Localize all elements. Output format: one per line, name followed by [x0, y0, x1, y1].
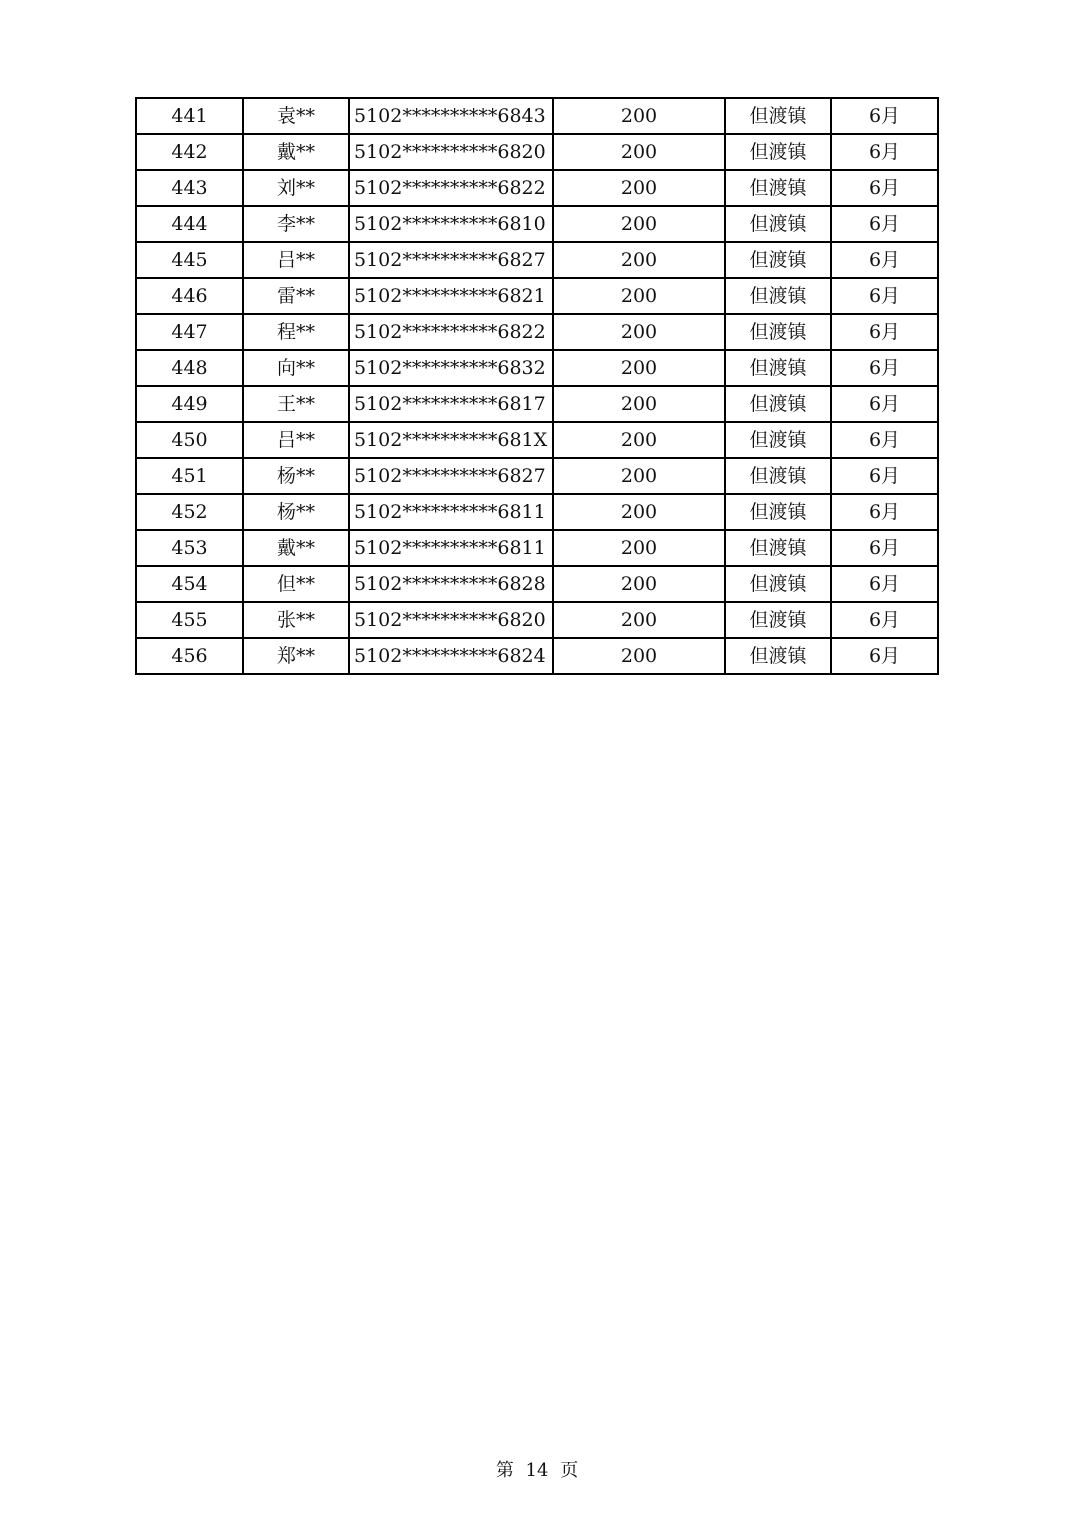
town-cell: 但渡镇 — [725, 422, 831, 458]
table-row — [136, 314, 938, 350]
serial-number-cell: 441 — [136, 98, 243, 134]
table-row — [136, 638, 938, 674]
amount-cell: 200 — [553, 458, 725, 494]
name-cell: 刘** — [243, 170, 349, 206]
town-cell: 但渡镇 — [725, 278, 831, 314]
id-number-cell: 5102**********6827 — [349, 458, 553, 494]
serial-number-cell: 449 — [136, 386, 243, 422]
month-cell: 6月 — [831, 350, 938, 386]
table-row — [136, 530, 938, 566]
month-cell: 6月 — [831, 314, 938, 350]
table-row — [136, 566, 938, 602]
month-cell: 6月 — [831, 638, 938, 674]
table-row — [136, 350, 938, 386]
month-cell: 6月 — [831, 458, 938, 494]
amount-cell: 200 — [553, 98, 725, 134]
town-cell: 但渡镇 — [725, 602, 831, 638]
serial-number-cell: 450 — [136, 422, 243, 458]
table-row — [136, 602, 938, 638]
town-cell: 但渡镇 — [725, 98, 831, 134]
town-cell: 但渡镇 — [725, 494, 831, 530]
name-cell: 袁** — [243, 98, 349, 134]
id-number-cell: 5102**********6811 — [349, 530, 553, 566]
roster-table — [135, 97, 939, 675]
id-number-cell: 5102**********6821 — [349, 278, 553, 314]
footer-suffix: 页 — [560, 1460, 579, 1481]
month-cell: 6月 — [831, 134, 938, 170]
id-number-cell: 5102**********6822 — [349, 314, 553, 350]
table-row — [136, 386, 938, 422]
amount-cell: 200 — [553, 386, 725, 422]
month-cell: 6月 — [831, 602, 938, 638]
amount-cell: 200 — [553, 278, 725, 314]
table-row — [136, 494, 938, 530]
roster-table-body — [136, 98, 938, 674]
id-number-cell: 5102**********6822 — [349, 170, 553, 206]
id-number-cell: 5102**********681X — [349, 422, 553, 458]
amount-cell: 200 — [553, 170, 725, 206]
id-number-cell: 5102**********6820 — [349, 134, 553, 170]
id-number-cell: 5102**********6817 — [349, 386, 553, 422]
serial-number-cell: 451 — [136, 458, 243, 494]
name-cell: 李** — [243, 206, 349, 242]
table-row — [136, 242, 938, 278]
serial-number-cell: 456 — [136, 638, 243, 674]
table-row — [136, 206, 938, 242]
serial-number-cell: 442 — [136, 134, 243, 170]
id-number-cell: 5102**********6824 — [349, 638, 553, 674]
name-cell: 吕** — [243, 422, 349, 458]
serial-number-cell: 452 — [136, 494, 243, 530]
serial-number-cell: 448 — [136, 350, 243, 386]
name-cell: 吕** — [243, 242, 349, 278]
serial-number-cell: 447 — [136, 314, 243, 350]
name-cell: 王** — [243, 386, 349, 422]
serial-number-cell: 446 — [136, 278, 243, 314]
serial-number-cell: 455 — [136, 602, 243, 638]
month-cell: 6月 — [831, 422, 938, 458]
serial-number-cell: 443 — [136, 170, 243, 206]
serial-number-cell: 445 — [136, 242, 243, 278]
name-cell: 杨** — [243, 458, 349, 494]
name-cell: 戴** — [243, 134, 349, 170]
table-row — [136, 134, 938, 170]
amount-cell: 200 — [553, 242, 725, 278]
table-row — [136, 278, 938, 314]
table-row — [136, 98, 938, 134]
month-cell: 6月 — [831, 98, 938, 134]
name-cell: 但** — [243, 566, 349, 602]
town-cell: 但渡镇 — [725, 638, 831, 674]
town-cell: 但渡镇 — [725, 206, 831, 242]
name-cell: 戴** — [243, 530, 349, 566]
name-cell: 张** — [243, 602, 349, 638]
page-footer — [0, 1456, 1074, 1482]
footer-prefix: 第 — [495, 1460, 514, 1481]
serial-number-cell: 444 — [136, 206, 243, 242]
amount-cell: 200 — [553, 206, 725, 242]
table-row — [136, 170, 938, 206]
month-cell: 6月 — [831, 242, 938, 278]
name-cell: 向** — [243, 350, 349, 386]
amount-cell: 200 — [553, 530, 725, 566]
id-number-cell: 5102**********6827 — [349, 242, 553, 278]
month-cell: 6月 — [831, 530, 938, 566]
town-cell: 但渡镇 — [725, 134, 831, 170]
id-number-cell: 5102**********6820 — [349, 602, 553, 638]
table-row — [136, 422, 938, 458]
table-row — [136, 458, 938, 494]
id-number-cell: 5102**********6843 — [349, 98, 553, 134]
amount-cell: 200 — [553, 494, 725, 530]
name-cell: 杨** — [243, 494, 349, 530]
id-number-cell: 5102**********6832 — [349, 350, 553, 386]
id-number-cell: 5102**********6810 — [349, 206, 553, 242]
town-cell: 但渡镇 — [725, 170, 831, 206]
town-cell: 但渡镇 — [725, 350, 831, 386]
town-cell: 但渡镇 — [725, 242, 831, 278]
name-cell: 雷** — [243, 278, 349, 314]
amount-cell: 200 — [553, 566, 725, 602]
name-cell: 郑** — [243, 638, 349, 674]
page-number: 14 — [525, 1460, 549, 1481]
town-cell: 但渡镇 — [725, 530, 831, 566]
amount-cell: 200 — [553, 602, 725, 638]
amount-cell: 200 — [553, 350, 725, 386]
serial-number-cell: 454 — [136, 566, 243, 602]
amount-cell: 200 — [553, 638, 725, 674]
month-cell: 6月 — [831, 494, 938, 530]
month-cell: 6月 — [831, 170, 938, 206]
amount-cell: 200 — [553, 314, 725, 350]
month-cell: 6月 — [831, 278, 938, 314]
id-number-cell: 5102**********6811 — [349, 494, 553, 530]
id-number-cell: 5102**********6828 — [349, 566, 553, 602]
month-cell: 6月 — [831, 206, 938, 242]
amount-cell: 200 — [553, 134, 725, 170]
town-cell: 但渡镇 — [725, 386, 831, 422]
month-cell: 6月 — [831, 566, 938, 602]
town-cell: 但渡镇 — [725, 458, 831, 494]
name-cell: 程** — [243, 314, 349, 350]
serial-number-cell: 453 — [136, 530, 243, 566]
town-cell: 但渡镇 — [725, 566, 831, 602]
month-cell: 6月 — [831, 386, 938, 422]
amount-cell: 200 — [553, 422, 725, 458]
town-cell: 但渡镇 — [725, 314, 831, 350]
